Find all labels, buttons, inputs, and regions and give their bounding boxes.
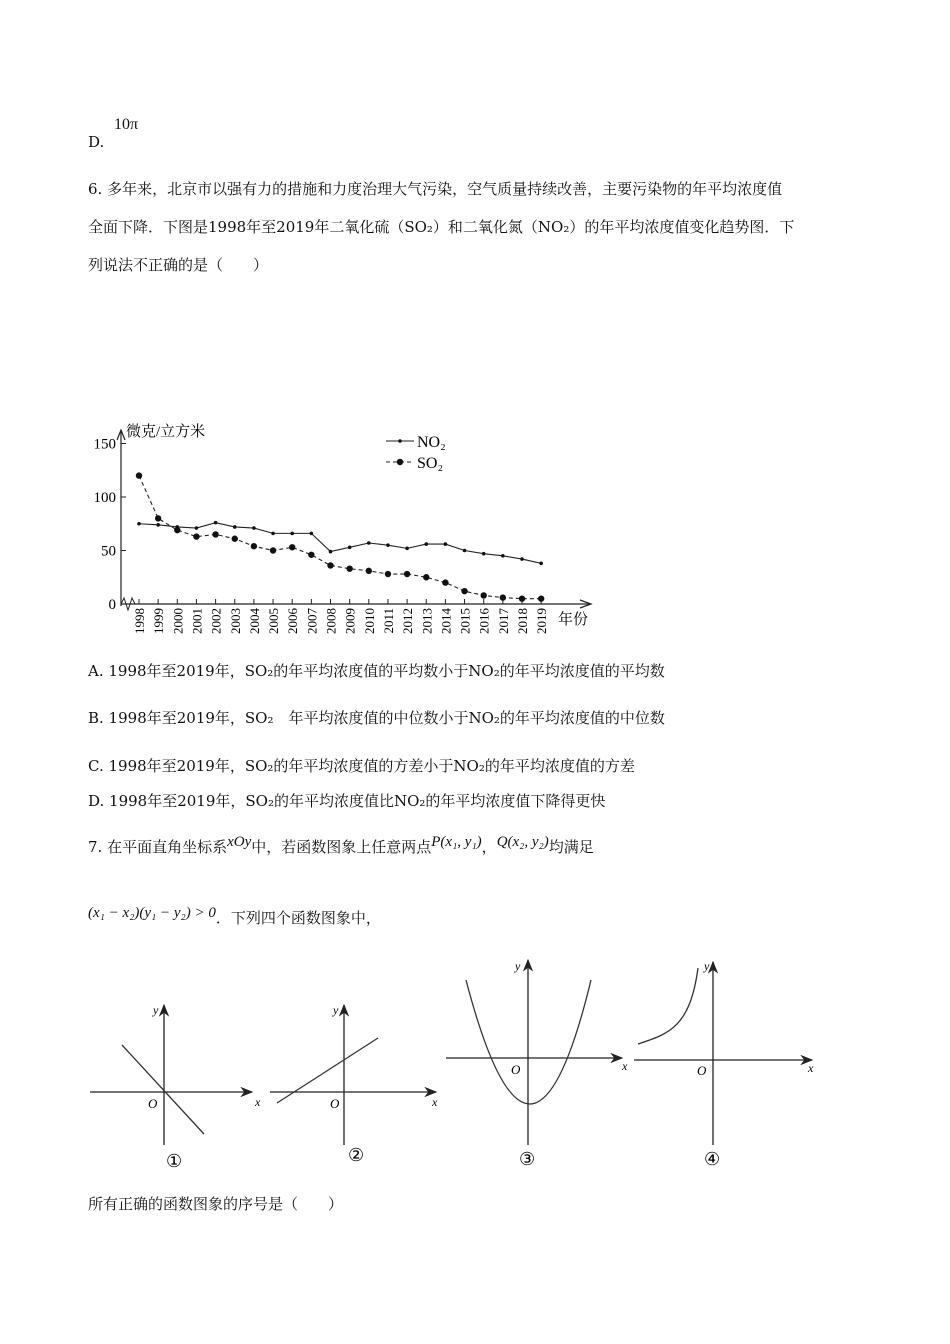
x-tick-label: 1998 (132, 608, 147, 634)
q7-prefix: 7. 在平面直角坐标系 (88, 838, 228, 856)
graph-4-origin: O (697, 1063, 707, 1078)
q7-suffix: 均满足 (548, 838, 594, 856)
so2-point-2014 (442, 579, 448, 585)
no2-point-2014 (444, 542, 448, 546)
x-tick-label: 2011 (380, 608, 396, 634)
x-tick-label: 2010 (361, 608, 377, 634)
q7-comma: ， (481, 838, 497, 856)
x-tick-label: 2008 (323, 608, 339, 634)
so2-point-1999 (155, 515, 161, 521)
no2-series-line (139, 523, 541, 564)
x-tick-label: 2013 (419, 608, 435, 634)
x-tick-label: 2015 (457, 608, 473, 634)
so2-point-2009 (346, 565, 352, 571)
so2-point-2011 (385, 571, 391, 577)
no2-point-2018 (520, 557, 524, 561)
graph-2-x-label: x (432, 1095, 438, 1109)
no2-point-2008 (329, 550, 333, 554)
so2-point-2002 (212, 531, 218, 537)
so2-point-2000 (174, 527, 180, 533)
no2-point-2011 (386, 543, 390, 547)
q7-line-2 (88, 907, 381, 928)
so2-point-2006 (289, 544, 295, 550)
graph-2-origin: O (330, 1096, 340, 1111)
q7-condition: (x₁ − x₂)(y₁ − y₂) > 0 (88, 905, 216, 921)
q6-option-c: C. 1998年至2019年，SO₂的年平均浓度值的方差小于NO₂的年平均浓度值的方差 (88, 757, 635, 775)
y-tick-label: 150 (93, 436, 116, 453)
x-tick-label: 2006 (285, 608, 301, 634)
graph-4-number: ④ (704, 1149, 721, 1169)
so2-point-2018 (519, 595, 525, 601)
function-graphs (0, 950, 950, 1180)
graph-3-number: ③ (519, 1149, 536, 1169)
q6-line-3: 列说法不正确的是（ ） (88, 256, 269, 274)
so2-point-2007 (308, 552, 314, 558)
no2-point-2007 (310, 532, 314, 536)
graph-1-y-label: y (153, 1003, 159, 1017)
graph-1-number: ① (166, 1151, 183, 1171)
graph-2 (270, 1003, 438, 1165)
x-tick-label: 2001 (189, 608, 205, 634)
graph-4-increasing-curve (638, 968, 698, 1044)
so2-point-1998 (136, 472, 142, 478)
graph-3-x-label: x (622, 1059, 628, 1073)
graph-2-y-label: y (333, 1003, 339, 1017)
y-tick-label: 100 (93, 490, 116, 506)
q6-line-2: 全面下降．下图是1998年至2019年二氧化硫（SO₂）和二氧化氮（NO₂）的年平均浓度值变化趋势图．下 (88, 218, 795, 236)
q6-line-1: 6. 多年来，北京市以强有力的措施和力度治理大气污染，空气质量持续改善，主要污染物的年平均浓度值 (88, 180, 783, 198)
so2-point-2017 (500, 594, 506, 600)
x-tick-label: 2014 (438, 608, 454, 634)
so2-point-2008 (327, 562, 333, 568)
q7-line-1 (88, 836, 594, 857)
x-tick-label: 2018 (515, 608, 530, 634)
q7-point-p: P(x₁, y₁) (431, 834, 482, 850)
no2-point-2006 (290, 532, 294, 536)
graph-2-increasing-line (277, 1038, 378, 1103)
so2-point-2010 (366, 568, 372, 574)
y-tick-label: 0 (108, 597, 116, 613)
graph-4-x-label: x (808, 1061, 814, 1075)
no2-point-2019 (539, 562, 543, 566)
so2-point-2001 (193, 533, 199, 539)
no2-point-1998 (137, 522, 141, 526)
graph-1-decreasing-line (122, 1045, 204, 1134)
graph-4-y-label: y (704, 959, 710, 973)
option-d-value: 10π (114, 116, 139, 133)
graph-3 (446, 959, 628, 1169)
legend-marker-so2 (397, 459, 403, 465)
graph-1 (90, 1003, 261, 1171)
x-tick-label: 2005 (266, 608, 282, 634)
x-tick-label: 2016 (476, 608, 492, 634)
so2-point-2013 (423, 574, 429, 580)
no2-point-2012 (405, 547, 409, 551)
q7-mid: 中，若函数图象上任意两点 (251, 838, 432, 856)
x-tick-label: 2009 (342, 608, 358, 634)
x-tick-label: 2012 (400, 608, 416, 634)
no2-point-2010 (367, 541, 371, 545)
no2-point-2009 (348, 545, 352, 549)
x-tick-label: 2003 (227, 608, 243, 634)
q6-option-b: B. 1998年至2019年，SO₂ 年平均浓度值的中位数小于NO₂的年平均浓度值的中位数 (88, 709, 665, 727)
so2-point-2005 (270, 547, 276, 553)
no2-point-2001 (195, 526, 199, 530)
no2-point-2005 (271, 532, 275, 536)
graph-1-origin: O (148, 1096, 158, 1111)
q7-final-line: 所有正确的函数图象的序号是（ ） (88, 1195, 344, 1213)
pollution-trend-chart (80, 410, 620, 640)
option-d-label: D. (88, 133, 105, 151)
no2-point-2015 (463, 549, 467, 553)
x-tick-label: 2017 (495, 608, 511, 634)
graph-3-y-label: y (515, 959, 521, 973)
q7-cond-suffix: ．下列四个函数图象中， (215, 909, 381, 927)
legend-label-so2: SO₂ (417, 455, 444, 472)
graph-2-number: ② (348, 1145, 365, 1165)
graph-3-origin: O (511, 1062, 521, 1077)
x-tick-label: 2007 (304, 608, 320, 634)
so2-point-2016 (481, 592, 487, 598)
no2-point-1999 (156, 523, 160, 527)
so2-point-2015 (461, 588, 467, 594)
x-tick-label: 2019 (534, 608, 550, 634)
so2-point-2004 (251, 543, 257, 549)
so2-point-2019 (538, 595, 544, 601)
x-tick-label: 2004 (246, 608, 262, 634)
graph-1-x-label: x (255, 1095, 261, 1109)
q6-option-d: D. 1998年至2019年，SO₂的年平均浓度值比NO₂的年平均浓度值下降得更快 (88, 792, 606, 810)
no2-point-2003 (233, 525, 237, 529)
q7-point-q: Q(x₂, y₂) (496, 834, 549, 850)
graph-4 (634, 959, 814, 1169)
x-tick-label: 2002 (208, 608, 224, 634)
q7-coord: xOy (227, 834, 252, 850)
legend-label-no2: NO₂ (417, 434, 446, 451)
no2-point-2016 (482, 552, 486, 556)
no2-point-2002 (214, 521, 218, 525)
no2-point-2013 (424, 542, 428, 546)
so2-point-2012 (404, 571, 410, 577)
q6-option-a: A. 1998年至2019年，SO₂的年平均浓度值的平均数小于NO₂的年平均浓度值的平均数 (88, 662, 665, 680)
no2-point-2017 (501, 554, 505, 558)
x-axis-title: 年份 (558, 612, 589, 628)
y-axis-title: 微克/立方米 (126, 424, 206, 440)
legend-marker-no2 (398, 439, 402, 443)
x-tick-label: 1999 (151, 608, 167, 634)
so2-point-2003 (232, 536, 238, 542)
no2-point-2004 (252, 526, 256, 530)
x-tick-label: 2000 (170, 608, 186, 634)
y-tick-label: 50 (101, 543, 116, 560)
